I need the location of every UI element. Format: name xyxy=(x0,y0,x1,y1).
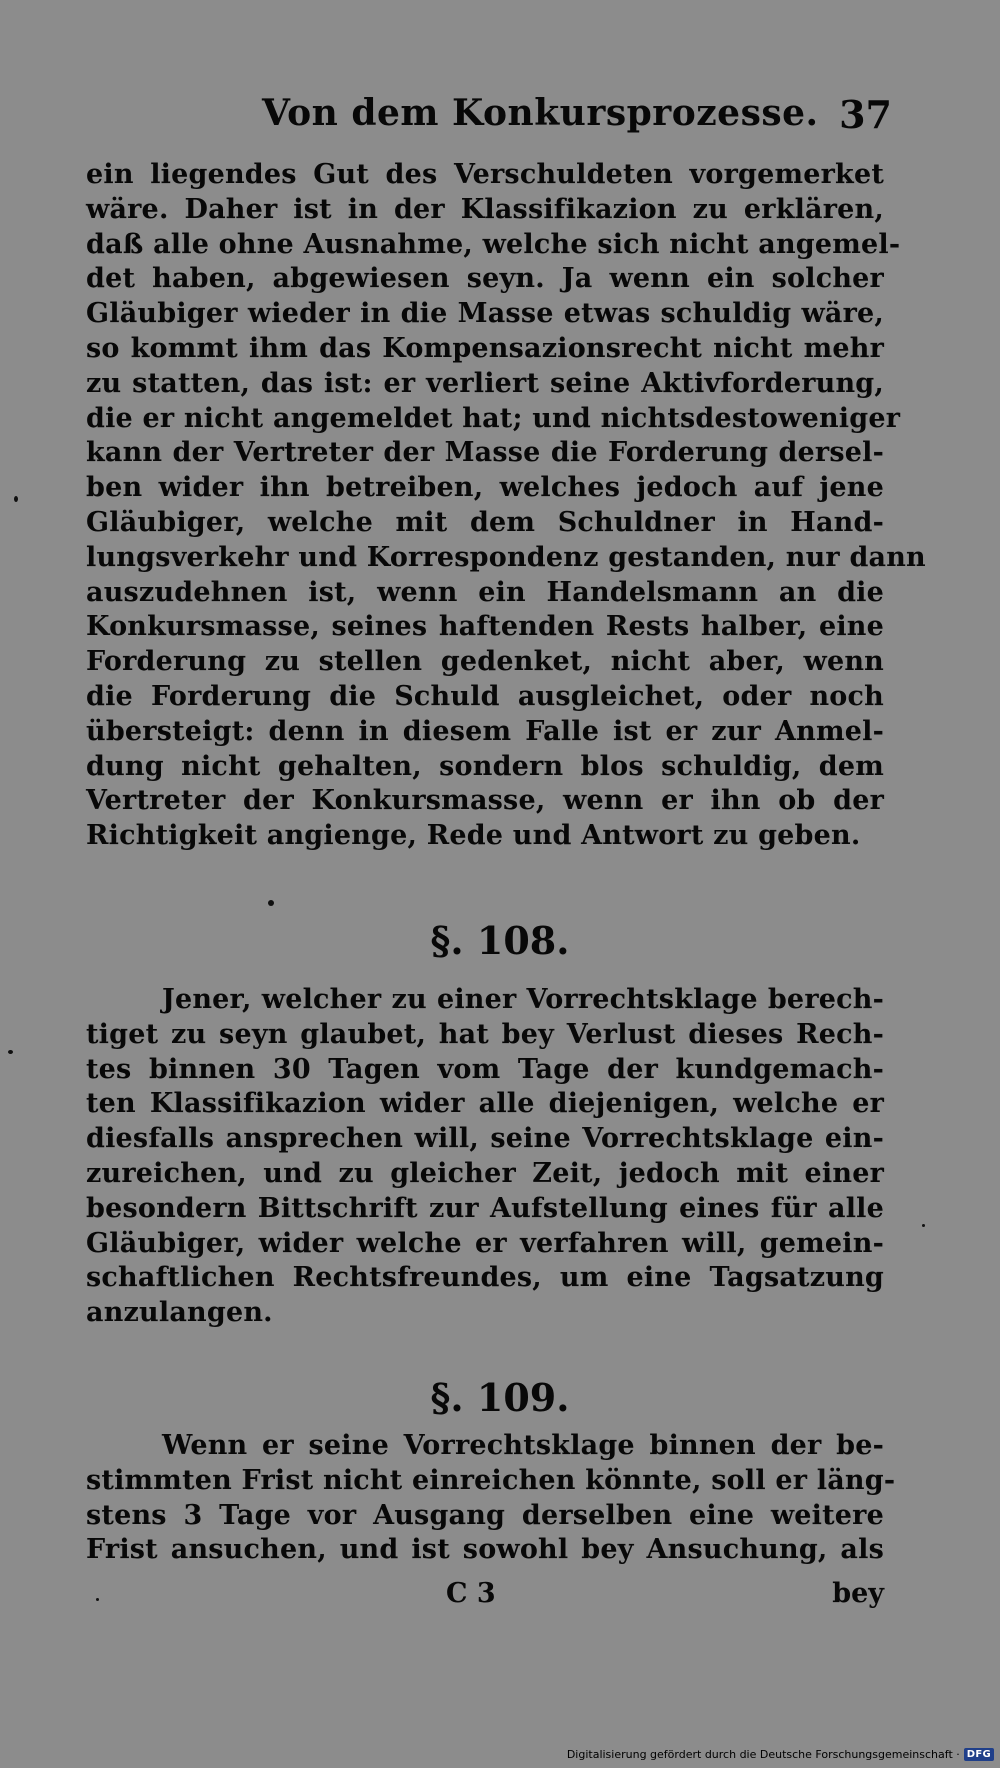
paragraph-section-109 xyxy=(86,1429,896,1568)
text-line: ten Klassifikazion wider alle diejenigen, welche er xyxy=(86,1088,884,1120)
text-line: lungsverkehr und Korrespondenz gestanden, nur dann xyxy=(86,541,926,573)
text-line: tiget zu seyn glaubet, hat bey Verlust dieses Rech- xyxy=(86,1018,884,1050)
credit-text: Digitalisierung gefördert durch die Deutsche Forschungsgemeinschaft · xyxy=(566,1747,960,1761)
text-line: anzulangen. xyxy=(86,1297,273,1329)
page-footer xyxy=(86,1578,884,1618)
text-line: Konkursmasse, seines haftenden Rests halber, eine xyxy=(86,611,884,643)
text-line: wäre. Daher ist in der Klassifikazion zu erklären, xyxy=(86,193,884,225)
text-line: ben wider ihn betreiben, welches jedoch auf jene xyxy=(86,472,884,504)
text-line: zureichen, und zu gleicher Zeit, jedoch mit einer xyxy=(86,1157,884,1189)
text-line: die Forderung die Schuld ausgleichet, oder noch xyxy=(86,680,884,712)
scan-speck xyxy=(14,496,18,502)
section-heading-109: §. 109. xyxy=(430,1375,570,1420)
text-line: so kommt ihm das Kompensazionsrecht nicht mehr xyxy=(86,332,884,364)
scan-speck xyxy=(268,900,274,906)
text-line: diesfalls ansprechen will, seine Vorrechtsklage ein- xyxy=(86,1123,884,1155)
text-line: Frist ansuchen, und ist sowohl bey Ansuchung, als xyxy=(86,1534,884,1566)
text-line: Vertreter der Konkursmasse, wenn er ihn ob der xyxy=(86,785,884,817)
text-line: Forderung zu stellen gedenket, nicht aber, wenn xyxy=(86,646,884,678)
text-line: Gläubiger, wider welche er verfahren will, gemein- xyxy=(86,1227,884,1259)
page-number: 37 xyxy=(839,92,892,137)
text-line: auszudehnen ist, wenn ein Handelsmann an die xyxy=(86,576,884,608)
text-line: stimmten Frist nicht einreichen könnte, soll er läng- xyxy=(86,1464,896,1496)
text-line: zu statten, das ist: er verliert seine Aktivforderung, xyxy=(86,367,884,399)
text-line: übersteigt: denn in diesem Falle ist er zur Anmel- xyxy=(86,715,884,747)
text-line: det haben, abgewiesen seyn. Ja wenn ein solcher xyxy=(86,263,884,295)
text-line: Gläubiger, welche mit dem Schuldner in Hand- xyxy=(86,506,884,538)
text-line: daß alle ohne Ausnahme, welche sich nicht angemel- xyxy=(86,228,901,260)
text-line: Wenn er seine Vorrechtsklage binnen der be- xyxy=(162,1430,884,1461)
scan-speck xyxy=(8,1050,13,1054)
paragraph-continuation xyxy=(86,158,926,854)
text-line: kann der Vertreter der Masse die Forderung dersel- xyxy=(86,437,884,469)
scan-speck xyxy=(922,1224,925,1227)
scan-speck xyxy=(96,1598,99,1601)
signature-mark: C 3 xyxy=(446,1578,496,1609)
text-line: tes binnen 30 Tagen vom Tage der kundgemach- xyxy=(86,1053,884,1085)
running-title: Von dem Konkursprozesse. xyxy=(262,92,819,134)
text-line: Gläubiger wieder in die Masse etwas schuldig wäre, xyxy=(86,298,884,330)
digitization-credit xyxy=(567,1744,994,1764)
text-line: schaftlichen Rechtsfreundes, um eine Tagsatzung xyxy=(86,1262,884,1294)
catchword: bey xyxy=(832,1578,884,1609)
running-header xyxy=(262,92,892,152)
dfg-logo: DFG xyxy=(964,1748,994,1761)
text-line: stens 3 Tage vor Ausgang derselben eine weitere xyxy=(86,1499,884,1531)
text-line: besondern Bittschrift zur Aufstellung eines für alle xyxy=(86,1192,884,1224)
text-line: dung nicht gehalten, sondern blos schuldig, dem xyxy=(86,750,884,782)
text-line: Richtigkeit angienge, Rede und Antwort zu geben. xyxy=(86,820,861,852)
text-line: die er nicht angemeldet hat; und nichtsdestoweniger xyxy=(86,402,901,434)
section-heading-108: §. 108. xyxy=(430,918,570,963)
text-line: Jener, welcher zu einer Vorrechtsklage berech- xyxy=(162,984,884,1015)
text-line: ein liegendes Gut des Verschuldeten vorgemerket xyxy=(86,159,884,190)
paragraph-section-108 xyxy=(86,983,884,1331)
